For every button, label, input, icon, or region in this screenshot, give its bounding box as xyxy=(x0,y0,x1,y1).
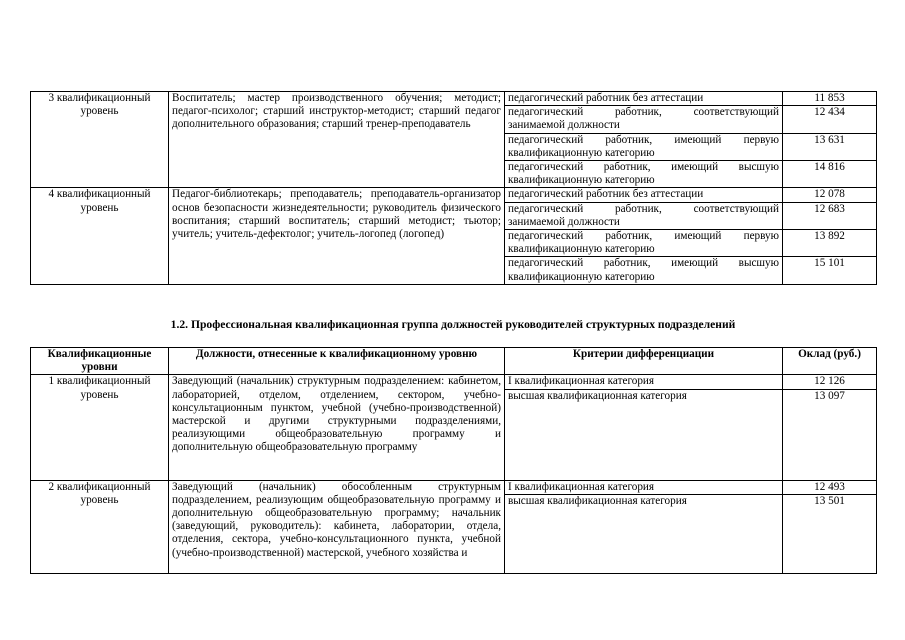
criteria-cell: I квалификационная категория xyxy=(505,480,783,494)
criteria-cell: педагогический работник, имеющий высшую квалификационную категорию xyxy=(505,161,783,188)
salary-cell: 12 493 xyxy=(783,480,877,494)
criteria-cell: I квалификационная категория xyxy=(505,375,783,389)
criteria-cell: педагогический работник без аттестации xyxy=(505,188,783,202)
salary-cell: 15 101 xyxy=(783,257,877,284)
level-cell: 2 квалификационный уровень xyxy=(31,480,169,573)
criteria-cell: высшая квалификационная категория xyxy=(505,494,783,573)
criteria-cell: педагогический работник, имеющий высшую квалификационную категорию xyxy=(505,257,783,284)
salary-cell: 13 892 xyxy=(783,230,877,257)
header-criteria: Критерии дифференциации xyxy=(505,348,783,375)
criteria-cell: педагогический работник, соответствующий занимаемой должности xyxy=(505,106,783,133)
salary-cell: 13 097 xyxy=(783,389,877,480)
positions-cell: Заведующий (начальник) обособленным структурным подразделением, реализующим общеобразовательную программу и дополнительную общеобразовательную программу; начальник (заведующий, руководитель): кабинета, лаборатории, отдела, отделения, сектора, учебно-консультационного пункта, учебной (учебно-производственной) мастерской, учебного хозяйства и xyxy=(169,480,505,573)
salary-cell: 12 078 xyxy=(783,188,877,202)
level-cell: 3 квалификационный уровень xyxy=(31,92,169,188)
header-levels: Квалификационные уровни xyxy=(31,348,169,375)
criteria-cell: педагогический работник без аттестации xyxy=(505,92,783,106)
header-positions: Должности, отнесенные к квалификационному уровню xyxy=(169,348,505,375)
table-header-row xyxy=(31,348,877,375)
section-title: 1.2. Профессиональная квалификационная группа должностей руководителей структурных подразделений xyxy=(170,318,736,331)
table-row xyxy=(31,92,877,106)
salary-cell: 12 434 xyxy=(783,106,877,133)
criteria-cell: педагогический работник, соответствующий занимаемой должности xyxy=(505,202,783,229)
level-cell: 1 квалификационный уровень xyxy=(31,375,169,480)
salary-cell: 13 501 xyxy=(783,494,877,573)
salary-cell: 12 683 xyxy=(783,202,877,229)
header-salary: Оклад (руб.) xyxy=(783,348,877,375)
criteria-cell: педагогический работник, имеющий первую квалификационную категорию xyxy=(505,230,783,257)
qualification-table-heads xyxy=(30,347,877,574)
criteria-cell: высшая квалификационная категория xyxy=(505,389,783,480)
positions-cell: Заведующий (начальник) структурным подразделением: кабинетом, лабораторией, отделом, отделением, сектором, учебно-консультационным пунктом, учебной (учебно-производственной) мастерской и другими структурными подразделениями, реализующими общеобразовательную программу и дополнительную общеобразовательную программу xyxy=(169,375,505,480)
salary-cell: 11 853 xyxy=(783,92,877,106)
positions-cell: Воспитатель; мастер производственного обучения; методист; педагог-психолог; старший инструктор-методист; старший педагог дополнительного образования; старший тренер-преподаватель xyxy=(169,92,505,188)
level-cell: 4 квалификационный уровень xyxy=(31,188,169,284)
criteria-cell: педагогический работник, имеющий первую квалификационную категорию xyxy=(505,133,783,160)
salary-cell: 14 816 xyxy=(783,161,877,188)
table-row xyxy=(31,375,877,389)
qualification-table-teachers xyxy=(30,91,877,285)
table-row xyxy=(31,188,877,202)
table-row xyxy=(31,480,877,494)
salary-cell: 12 126 xyxy=(783,375,877,389)
salary-cell: 13 631 xyxy=(783,133,877,160)
positions-cell: Педагог-библиотекарь; преподаватель; преподаватель-организатор основ безопасности жизнедеятельности; руководитель физического воспитания; старший воспитатель; старший методист; тьютор; учитель; учитель-дефектолог; учитель-логопед (логопед) xyxy=(169,188,505,284)
